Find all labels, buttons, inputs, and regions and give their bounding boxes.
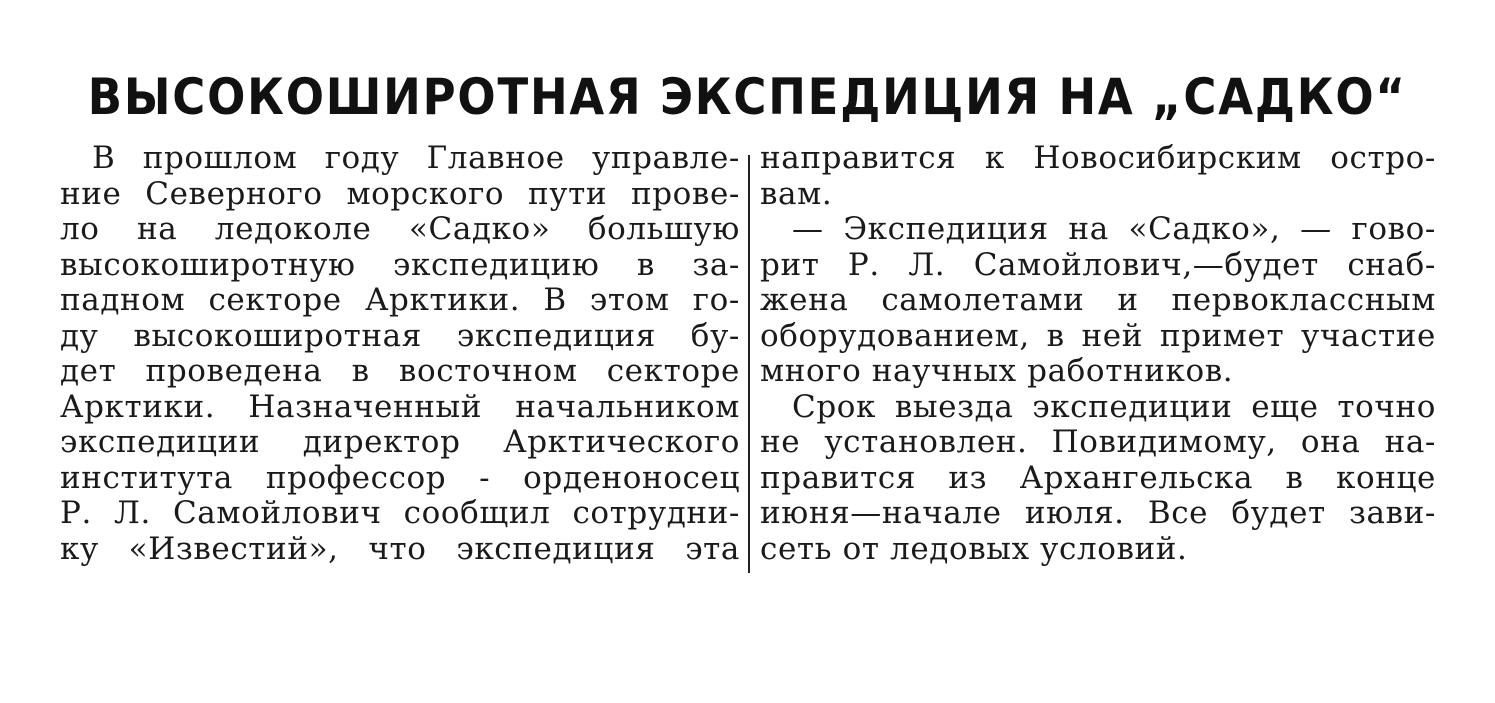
text-line: жена самолетами и первоклассным bbox=[760, 283, 1436, 318]
text-line: ку «Известий», что экспедиция эта bbox=[60, 531, 740, 567]
headline: ВЫСОКОШИРОТНАЯ ЭКСПЕДИЦИЯ НА „САДКО“ bbox=[87, 68, 1407, 126]
text-line: ду высокоширотная экспедиция бу- bbox=[60, 318, 740, 354]
article-body bbox=[60, 141, 1440, 571]
text-line: вам. bbox=[760, 176, 833, 212]
text-line: много научных работников. bbox=[760, 354, 1234, 389]
text-line: экспедиции директор Арктического bbox=[60, 425, 740, 460]
column-divider bbox=[748, 155, 750, 573]
text-line: ние Северного морского пути прове- bbox=[60, 176, 740, 212]
text-line: — Экспедиция на «Садко», — гово- bbox=[792, 212, 1436, 247]
text-line: ло на ледоколе «Садко» большую bbox=[60, 212, 740, 247]
text-line: не установлен. Повидимому, она на- bbox=[760, 425, 1436, 460]
text-line: падном секторе Арктики. В этом го- bbox=[60, 283, 740, 318]
text-line: оборудованием, в ней примет участие bbox=[760, 318, 1436, 354]
text-line: В прошлом году Главное управле- bbox=[92, 141, 740, 176]
left-column bbox=[60, 141, 740, 567]
text-line: правится из Архангельска в конце bbox=[760, 460, 1436, 496]
text-line: сеть от ледовых условий. bbox=[760, 531, 1188, 567]
text-line: Арктики. Назначенный начальником bbox=[60, 389, 740, 425]
text-line: высокоширотную экспедицию в за- bbox=[60, 247, 740, 283]
text-line: июня—начале июля. Все будет зави- bbox=[760, 496, 1436, 531]
text-line: Р. Л. Самойлович сообщил сотрудни- bbox=[60, 496, 740, 531]
text-line: рит Р. Л. Самойлович,—будет снаб- bbox=[760, 247, 1436, 283]
text-line: Срок выезда экспедиции еще точно bbox=[792, 389, 1436, 425]
text-line: института профессор - орденоносец bbox=[60, 460, 740, 496]
text-line: дет проведена в восточном секторе bbox=[60, 354, 740, 389]
text-line: направится к Новосибирским остро- bbox=[760, 141, 1436, 176]
right-column bbox=[760, 141, 1436, 567]
